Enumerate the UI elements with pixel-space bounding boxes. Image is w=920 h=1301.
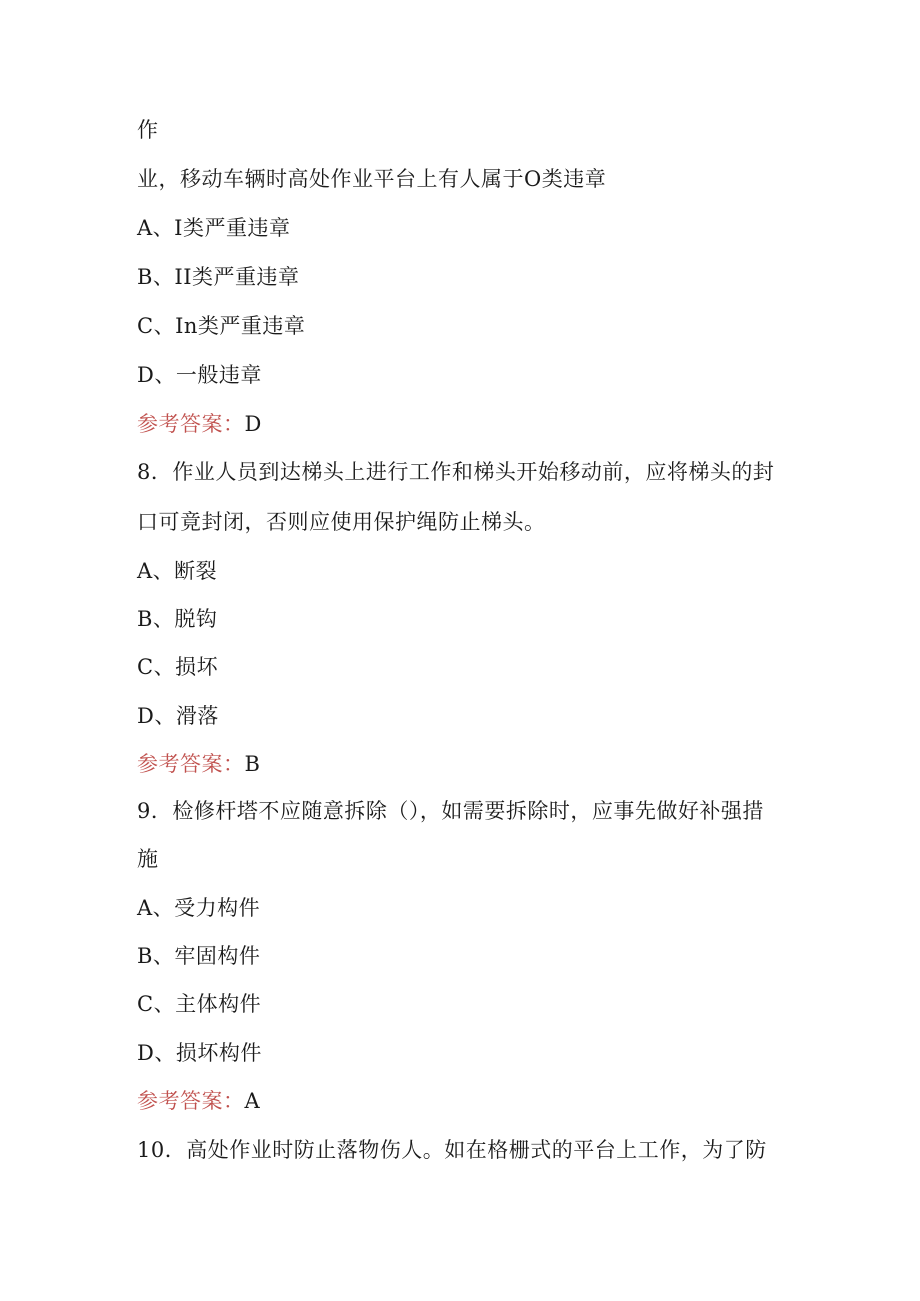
option-c: C、损坏 xyxy=(137,655,219,679)
reference-answer xyxy=(137,750,260,778)
option-b: B、牢固构件 xyxy=(137,944,261,968)
option-b: B、脱钩 xyxy=(137,607,218,631)
question-10-text: 10．高处作业时防止落物伤人。如在格栅式的平台上工作，为了防 xyxy=(137,1138,767,1162)
option-c: C、In类严重违章 xyxy=(137,314,306,338)
question-8-text: 8．作业人员到达梯头上进行工作和梯头开始移动前，应将梯头的封 xyxy=(137,460,775,484)
question-9-text: 施 xyxy=(137,847,159,871)
reference-answer xyxy=(137,410,262,438)
answer-label: 参考答案： xyxy=(137,752,245,776)
answer-value: D xyxy=(244,412,262,436)
option-a: A、断裂 xyxy=(137,559,218,583)
question-text: 作 xyxy=(137,118,159,142)
option-d: D、滑落 xyxy=(137,704,219,728)
answer-label: 参考答案： xyxy=(137,412,245,436)
option-b: B、II类严重违章 xyxy=(137,265,300,289)
option-a: A、I类严重违章 xyxy=(137,216,291,240)
question-8-text: 口可竟封闭，否则应使用保护绳防止梯头。 xyxy=(137,510,546,534)
answer-value: B xyxy=(244,752,261,776)
option-d: D、损坏构件 xyxy=(137,1041,262,1065)
reference-answer xyxy=(137,1087,260,1115)
question-text: 业，移动车辆时高处作业平台上有人属于O类违章 xyxy=(137,167,607,191)
answer-label: 参考答案： xyxy=(137,1089,245,1113)
option-a: A、受力构件 xyxy=(137,896,261,920)
option-d: D、一般违章 xyxy=(137,363,262,387)
answer-value: A xyxy=(244,1089,261,1113)
option-c: C、主体构件 xyxy=(137,992,262,1016)
question-9-text: 9．检修杆塔不应随意拆除（），如需要拆除时，应事先做好补强措 xyxy=(137,799,764,823)
